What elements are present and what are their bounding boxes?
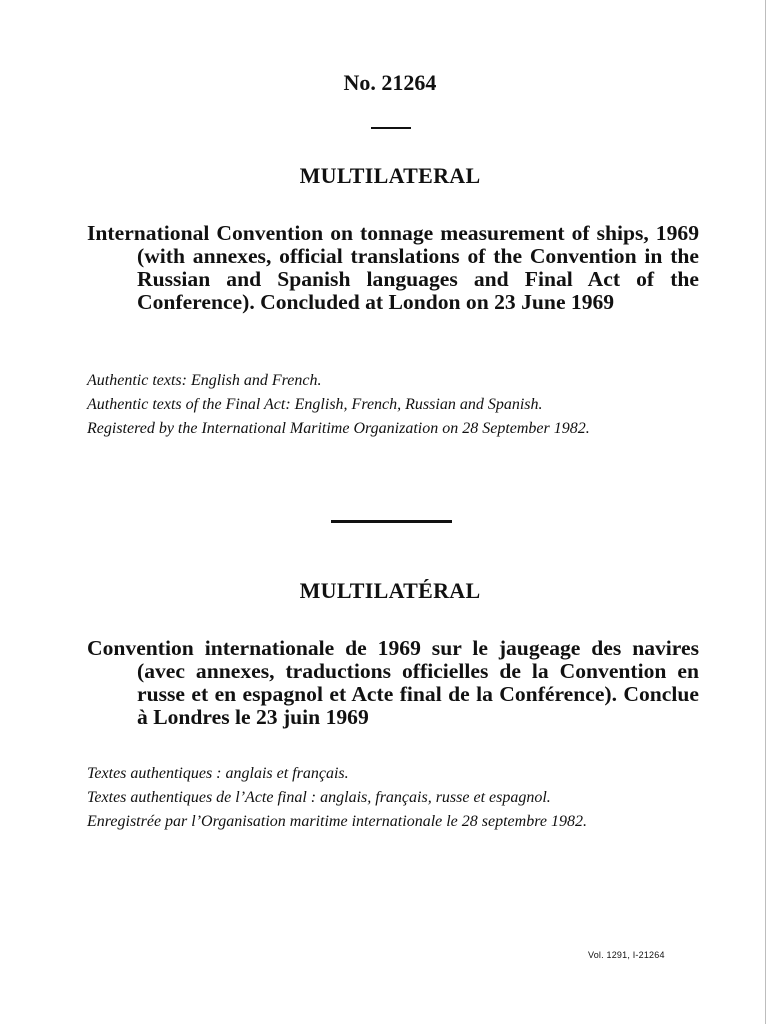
page-edge-line (765, 0, 766, 1024)
english-registration: Registered by the International Maritime Organization on 28 September 1982. (87, 420, 590, 437)
english-metadata (87, 372, 699, 444)
english-authentic-texts: Authentic texts: English and French. (87, 372, 322, 389)
french-registration: Enregistrée par l’Organisation maritime internationale le 28 septembre 1982. (87, 813, 587, 830)
french-authentic-texts: Textes authentiques : anglais et français. (87, 765, 349, 782)
long-divider-rule (331, 520, 452, 523)
volume-reference: Vol. 1291, I-21264 (588, 950, 665, 960)
french-authentic-texts-final-act: Textes authentiques de l’Acte final : anglais, français, russe et espagnol. (87, 789, 551, 806)
french-metadata (87, 765, 699, 837)
french-section-heading: MULTILATÉRAL (299, 578, 481, 603)
short-divider-rule (371, 127, 411, 129)
english-section-heading: MULTILATERAL (299, 163, 481, 188)
english-authentic-texts-final-act: Authentic texts of the Final Act: English, French, Russian and Spanish. (87, 396, 543, 413)
document-number: No. 21264 (343, 70, 437, 95)
french-treaty-title: Convention internationale de 1969 sur le jaugeage des navires (avec annexes, traductions officielles de la Convention en russe et en espagnol et Acte final de la Conférence). Conclue à Londres le 23 juin 1969 (87, 636, 699, 729)
english-treaty-title: International Convention on tonnage measurement of ships, 1969 (with annexes, official translations of the Convention in the Russian and Spanish languages and Final Act of the Conference). Concluded at London on 23 June 1969 (87, 221, 699, 314)
